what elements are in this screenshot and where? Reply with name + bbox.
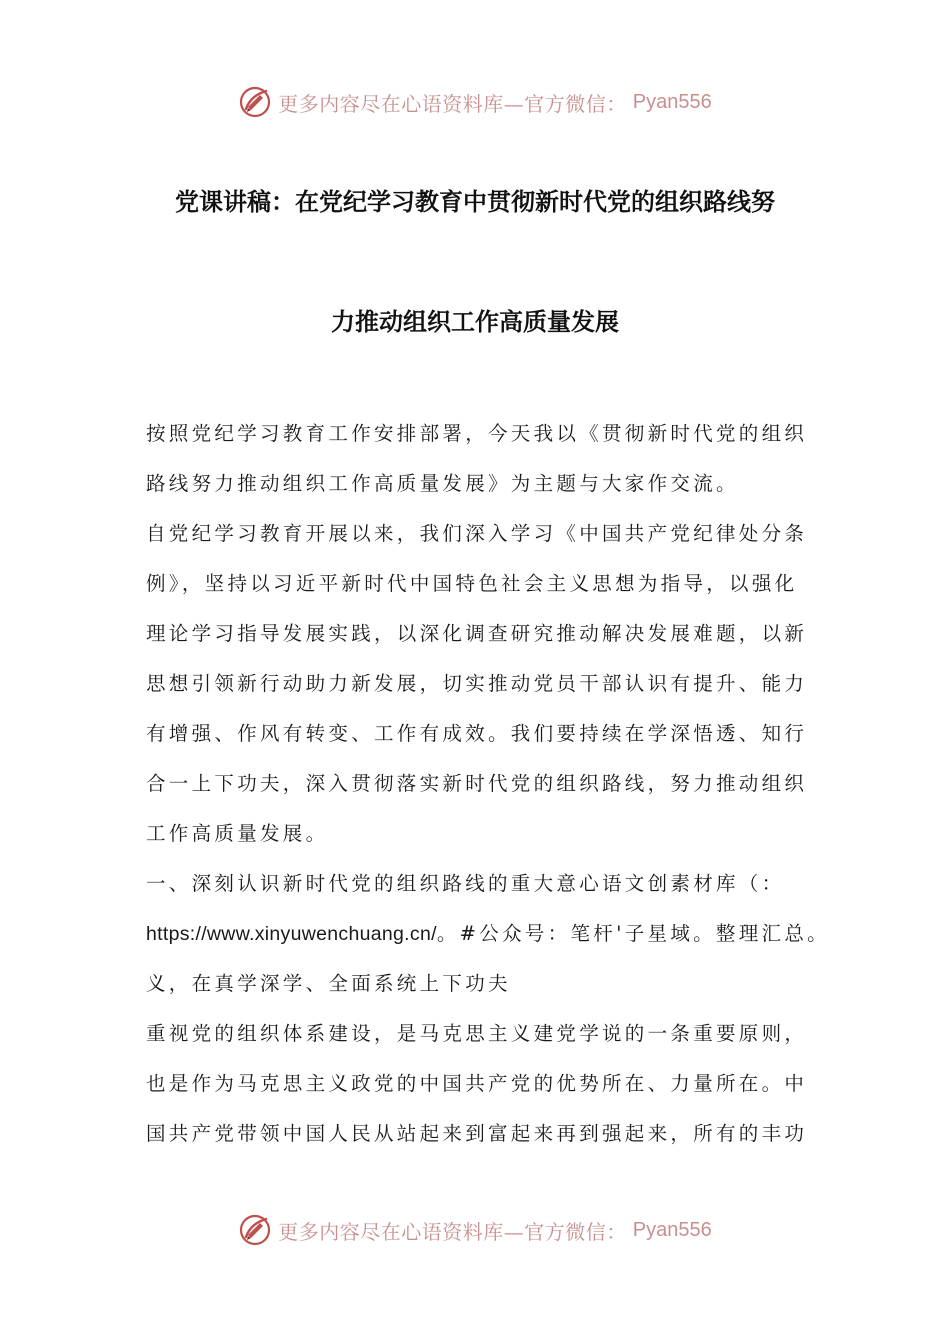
header-wechat-id: Pyan556 xyxy=(632,90,712,113)
document-title-line-2: 力推动组织工作高质量发展 xyxy=(331,308,619,336)
body-line: 重视党的组织体系建设，是马克思主义建党学说的一条重要原则， xyxy=(146,1022,808,1045)
footer-banner-text: 更多内容尽在心语资料库—官方微信： xyxy=(278,1219,627,1244)
body-line: 思想引领新行动助力新发展，切实推动党员干部认识有提升、能力 xyxy=(146,672,808,695)
body-line: 路线努力推动组织工作高质量发展》为主题与大家作交流。 xyxy=(146,472,739,495)
pen-logo-icon xyxy=(238,1213,272,1247)
body-line: 工作高质量发展。 xyxy=(146,822,329,845)
body-line: 也是作为马克思主义政党的中国共产党的优势所在、力量所在。中 xyxy=(146,1072,808,1095)
source-url[interactable]: https://www.xinyuwenchuang.cn/ xyxy=(146,923,437,945)
body-line: 国共产党带领中国人民从站起来到富起来再到强起来，所有的丰功 xyxy=(146,1122,808,1145)
body-line: 合一上下功夫，深入贯彻落实新时代党的组织路线，努力推动组织 xyxy=(146,772,808,795)
section-heading-continuation: 义，在真学深学、全面系统上下功夫 xyxy=(146,972,511,995)
body-line: 例》，坚持以习近平新时代中国特色社会主义思想为指导，以强化 xyxy=(146,572,798,595)
document-title-line-1: 党课讲稿：在党纪学习教育中贯彻新时代党的组织路线努 xyxy=(175,188,775,216)
pen-logo-icon xyxy=(238,85,272,119)
body-line: 按照党纪学习教育工作安排部署，今天我以《贯彻新时代党的组织 xyxy=(146,422,808,445)
footer-wechat-id: Pyan556 xyxy=(632,1218,712,1241)
body-line: 理论学习指导发展实践，以深化调查研究推动解决发展难题，以新 xyxy=(146,622,808,645)
url-line xyxy=(146,921,830,947)
footer-banner xyxy=(0,1210,950,1250)
url-line-rest: 。#公众号：笔杆'子星域。整理汇总。 xyxy=(436,922,830,945)
header-banner-text: 更多内容尽在心语资料库—官方微信： xyxy=(278,91,627,116)
body-line: 有增强、作风有转变、工作有成效。我们要持续在学深悟透、知行 xyxy=(146,722,808,745)
body-line: 自党纪学习教育开展以来，我们深入学习《中国共产党纪律处分条 xyxy=(146,522,808,545)
header-banner xyxy=(0,82,950,122)
section-heading-line: 一、深刻认识新时代党的组织路线的重大意心语文创素材库（： xyxy=(146,872,785,895)
